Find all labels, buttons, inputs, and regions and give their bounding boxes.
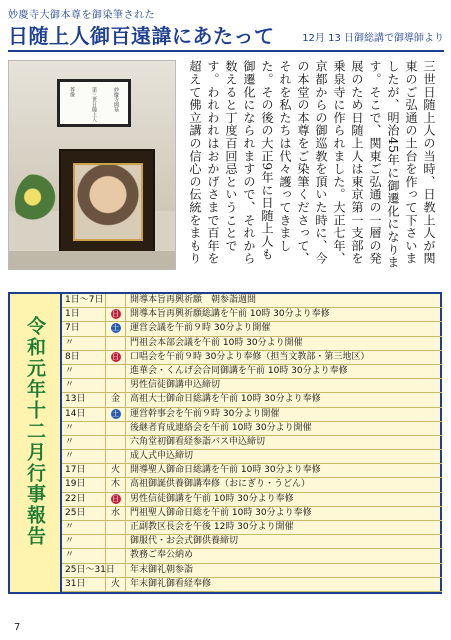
title-note: 12月 13 日御総講で御導師より [302,33,444,44]
schedule-row [62,322,442,336]
photo-flowers [15,173,59,233]
saturday-badge: 土 [112,409,119,418]
schedule-weekday [106,422,126,435]
schedule-weekday [106,521,126,534]
schedule-date: 22日 [62,493,106,506]
schedule-date: 13日 [62,393,106,406]
schedule-date: 〃 [62,436,106,449]
schedule-date: 7日 [62,322,106,335]
schedule-weekday: 火 [106,464,126,477]
schedule-date: 31日 [62,578,106,591]
sunday-badge: 日 [112,494,119,503]
schedule-event: 開導本旨再興祈願総講を午前 10時 30分より奉修 [130,309,330,320]
schedule-event: 開導本旨再興祈願 朝参詣週間 [130,295,257,305]
schedule-rows [60,294,440,592]
schedule-weekday [106,308,126,321]
photo-placard [57,79,131,127]
schedule-row [62,393,442,407]
schedule-weekday: 木 [106,478,126,491]
schedule-date: 〃 [62,422,106,435]
schedule-event: 後継者育成連絡会を午前 10時 30分より開催 [130,422,312,433]
altar-photo [8,60,176,270]
schedule-weekday [106,408,126,421]
schedule-row [62,308,442,322]
schedule-event: 男性信徒御講を午前 10時 30分より奉修 [130,493,294,504]
schedule-event: 男性信徒御講申込締切 [130,380,221,391]
schedule-event: 運営幹事会を午前９時 30分より開催 [130,408,280,419]
article-body: 三世日随上人の当時、日教上人が関東のご弘通の土台を作って下さいましたが、明治45年に御遷化になります。そこで、関東ご弘通の一層の発展のため日随上人は東京第一支部を乗泉寺に作られました。大正七年、京都からの御巡教を頂いた時に、今の本堂の本尊をご染筆くださって、それを私たちは代々護ってきました。その後の大正9年に日随上人も御遷化になられますので、それから数えると丁度百回忌ということです。われわれはおかげさまで百年を超えて佛立講の信心の伝統をまもり [188,60,436,269]
schedule-date: 19日 [62,478,106,491]
schedule-row [62,422,442,436]
schedule-date: 〃 [62,535,106,548]
schedule-row [62,379,442,393]
schedule-date: 1日 [62,308,106,321]
schedule-date: 〃 [62,450,106,463]
title-divider [8,50,444,52]
schedule-row [62,549,442,563]
schedule-weekday [106,436,126,449]
photo-portrait [73,163,143,241]
schedule-date: 〃 [62,365,106,378]
placard-line: 尊像 [69,87,75,97]
placard-line: 第三世日随上人 [91,87,97,122]
schedule-row [62,408,442,422]
schedule-date: 25日〜31日 [62,564,106,577]
schedule-row [62,436,442,450]
schedule-event: 高祖大士御命日総講を午前 10時 30分より奉修 [130,394,321,405]
schedule-event: 六角堂初御看経参詣バス申込締切 [130,436,266,447]
title-bar [8,20,444,48]
sunday-badge: 日 [112,310,119,319]
schedule-weekday [106,365,126,378]
schedule-date: 1日〜7日 [62,294,106,307]
schedule-row [62,365,442,379]
schedule-weekday [106,549,126,562]
schedule-row [62,493,442,507]
schedule-date: 17日 [62,464,106,477]
schedule-weekday [106,294,126,307]
schedule-weekday: 火 [106,578,126,591]
page-title: 日随上人御百遠諱にあたって [8,24,275,48]
schedule-event: 進華会・くんげ会合同御講を午前 10時 30分より奉修 [130,365,348,376]
schedule-row [62,450,442,464]
saturday-badge: 土 [112,324,119,333]
schedule-date: 25日 [62,507,106,520]
schedule-weekday [106,337,126,350]
schedule-event: 運営会議を午前９時 30分より開催 [130,323,271,334]
schedule-event: 正副教区長会を午後 12時 30分より開催 [130,522,294,533]
schedule-row [62,535,442,549]
schedule-event: 年末御礼朝参詣 [130,564,194,575]
page-number: 7 [14,622,21,633]
placard-line: 妙慶寺開基 [113,87,119,112]
schedule-side-title: 令和元年十二月行事報告 [24,316,46,547]
schedule-event: 教務ご奉公納め [130,550,194,561]
sunday-badge: 日 [112,352,119,361]
schedule-event: 門祖会本部会議を午前 10時 30分より開催 [130,337,303,348]
schedule-row [62,507,442,521]
schedule-weekday [106,322,126,335]
schedule-weekday [106,351,126,364]
schedule-event: 高祖御誕供養御講奉修（おにぎり・うどん） [130,479,311,490]
schedule-date: 〃 [62,549,106,562]
header-subtitle: 妙慶寺大御本尊を御染筆された [8,10,155,21]
schedule-row [62,351,442,365]
schedule-event: 開導聖人御命日総講を午前 10時 30分より奉修 [130,465,321,476]
schedule-weekday [106,535,126,548]
schedule-date: 〃 [62,521,106,534]
schedule-row [62,294,442,308]
schedule-side-label [10,294,60,592]
schedule-date: 8日 [62,351,106,364]
schedule-event: 門祖聖人御命日総を午前 10時 30分より奉修 [130,507,312,518]
schedule-row [62,464,442,478]
schedule-weekday [106,564,126,577]
schedule-event: 御服代・お会式御供養締切 [130,536,239,547]
schedule-date: 〃 [62,337,106,350]
photo-altar [59,149,155,253]
schedule-row [62,564,442,578]
schedule-row [62,478,442,492]
schedule-date: 〃 [62,379,106,392]
schedule-table [8,292,442,594]
photo-cloth [9,251,176,270]
schedule-date: 14日 [62,408,106,421]
schedule-row [62,578,442,592]
schedule-weekday: 金 [106,393,126,406]
schedule-weekday [106,379,126,392]
schedule-row [62,521,442,535]
schedule-weekday [106,450,126,463]
schedule-event: 成人式申込締切 [130,451,194,462]
schedule-event: 口唱会を午前９時 30分より奉修（担当文教部・第三地区） [130,351,370,362]
schedule-row [62,337,442,351]
schedule-weekday: 水 [106,507,126,520]
schedule-weekday [106,493,126,506]
schedule-event: 年末御礼御看経奉修 [130,578,212,589]
